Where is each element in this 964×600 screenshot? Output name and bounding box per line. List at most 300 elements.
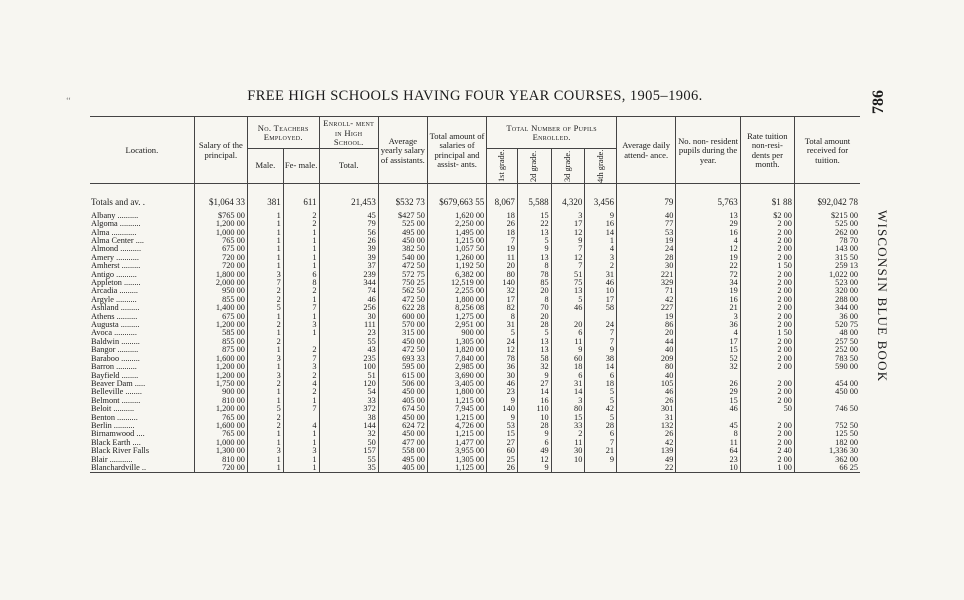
value-cell: 6 xyxy=(551,329,585,337)
location-cell: Appleton ........ xyxy=(91,279,141,288)
value-cell: 1 xyxy=(247,254,283,262)
value-cell: 2 xyxy=(283,212,319,220)
location-cell: Black Earth .... xyxy=(91,438,141,447)
value-cell: $765 00 xyxy=(194,212,247,220)
value-cell: 16 xyxy=(676,229,740,237)
table-row xyxy=(90,355,860,363)
value-cell: 3,405 00 xyxy=(427,380,486,388)
value-cell: 15 xyxy=(551,414,585,422)
value-cell: 252 00 xyxy=(794,346,860,354)
header-nonresident-text: No. non- resident pupils during the year. xyxy=(678,135,738,165)
value-cell: 3 xyxy=(283,447,319,455)
location-cell: Alma Center .... xyxy=(91,237,144,245)
value-cell: 5 xyxy=(517,329,551,337)
value-cell: 4,726 00 xyxy=(427,422,486,430)
value-cell: 11 xyxy=(551,439,585,447)
value-cell: 15 xyxy=(517,212,551,220)
value-cell: 11 xyxy=(487,254,518,262)
value-cell: 611 xyxy=(283,197,319,207)
value-cell: 12 xyxy=(517,456,551,464)
value-cell: 693 33 xyxy=(378,355,427,363)
value-cell: 12 xyxy=(676,245,740,253)
value-cell: 30 xyxy=(487,372,518,380)
value-cell: 2,250 00 xyxy=(427,220,486,228)
location-cell: Almond .......... xyxy=(91,245,142,254)
value-cell: 30 xyxy=(617,262,676,270)
value-cell: 51 xyxy=(319,372,378,380)
location-cell: Belleville ........ xyxy=(91,388,142,397)
value-cell: 900 00 xyxy=(427,329,486,337)
value-cell: 2 xyxy=(247,422,283,430)
table-row xyxy=(90,245,860,253)
value-cell: 12 xyxy=(551,229,585,237)
value-cell: 30 xyxy=(319,313,378,321)
value-cell: 55 xyxy=(319,338,378,346)
value-cell: 58 xyxy=(585,304,617,312)
page-number: 786 xyxy=(870,90,887,114)
value-cell: 5 xyxy=(247,304,283,312)
value-cell: 10 xyxy=(585,287,617,295)
value-cell: 2,985 00 xyxy=(427,363,486,371)
value-cell: 405 00 xyxy=(378,397,427,405)
value-cell: 8 xyxy=(676,430,740,438)
table-row xyxy=(90,405,860,413)
header-avg-daily-text: Average daily attend- ance. xyxy=(622,140,671,160)
value-cell: 2 xyxy=(247,296,283,304)
value-cell: 221 xyxy=(617,271,676,279)
table-row xyxy=(90,388,860,396)
value-cell: 36 xyxy=(676,321,740,329)
value-cell: 450 00 xyxy=(378,388,427,396)
value-cell: 595 00 xyxy=(378,363,427,371)
value-cell: 157 xyxy=(319,447,378,455)
location-cell: Barron .......... xyxy=(91,363,137,372)
value-cell: 259 13 xyxy=(794,262,860,270)
value-cell: 8 xyxy=(517,296,551,304)
value-cell: 71 xyxy=(617,287,676,295)
table-row xyxy=(90,220,860,228)
table-row xyxy=(90,237,860,245)
value-cell: 1,125 00 xyxy=(427,464,486,473)
value-cell: 50 xyxy=(319,439,378,447)
value-cell: 8,067 xyxy=(487,197,518,207)
page-title: FREE HIGH SCHOOLS HAVING FOUR YEAR COURSES, 1905–1906. xyxy=(247,88,703,104)
value-cell: 31 xyxy=(617,414,676,422)
value-cell: 17 xyxy=(487,296,518,304)
location-cell: Alma ............ xyxy=(91,228,137,237)
value-cell: 7 xyxy=(551,262,585,270)
value-cell: 1,336 30 xyxy=(794,447,860,455)
table-row xyxy=(90,329,860,337)
value-cell: 523 00 xyxy=(794,279,860,287)
value-cell: 20 xyxy=(517,287,551,295)
table-row xyxy=(90,271,860,279)
value-cell: 31 xyxy=(585,271,617,279)
value-cell: 2 00 xyxy=(740,237,794,245)
value-cell: 329 xyxy=(617,279,676,287)
value-cell: 1 xyxy=(283,296,319,304)
location-cell: Ashland ......... xyxy=(91,304,140,313)
table-row xyxy=(90,397,860,405)
value-cell: 20 xyxy=(487,262,518,270)
value-cell: 405 00 xyxy=(378,464,427,473)
value-cell: 33 xyxy=(551,422,585,430)
value-cell: 26 xyxy=(487,220,518,228)
value-cell: 51 xyxy=(551,271,585,279)
value-cell: 720 00 xyxy=(194,464,247,473)
header-rate xyxy=(740,117,794,184)
value-cell: 9 xyxy=(585,456,617,464)
value-cell: 3 xyxy=(247,372,283,380)
value-cell: 472 50 xyxy=(378,346,427,354)
value-cell: 26 xyxy=(676,380,740,388)
value-cell: 15 xyxy=(676,397,740,405)
location-cell: Bayfield ........ xyxy=(91,371,139,380)
value-cell: 1 xyxy=(247,245,283,253)
header-salary-text: Salary of the principal. xyxy=(198,140,243,160)
value-cell: 10 xyxy=(551,456,585,464)
value-cell: 1,057 50 xyxy=(427,245,486,253)
value-cell: 44 xyxy=(617,338,676,346)
value-cell: 450 00 xyxy=(378,414,427,422)
value-cell: 26 xyxy=(617,430,676,438)
value-cell: 590 00 xyxy=(794,363,860,371)
value-cell: 454 00 xyxy=(794,380,860,388)
value-cell: 288 00 xyxy=(794,296,860,304)
value-cell: 783 50 xyxy=(794,355,860,363)
value-cell: 675 00 xyxy=(194,245,247,253)
location-cell: Arcadia ......... xyxy=(91,287,138,296)
value-cell: 27 xyxy=(487,439,518,447)
value-cell: 120 xyxy=(319,380,378,388)
value-cell: 2,951 00 xyxy=(427,321,486,329)
value-cell: 1,275 00 xyxy=(427,313,486,321)
value-cell: 46 xyxy=(676,405,740,413)
value-cell: 2,255 00 xyxy=(427,287,486,295)
value-cell: 39 xyxy=(319,254,378,262)
value-cell: 75 xyxy=(551,279,585,287)
value-cell: 46 xyxy=(319,296,378,304)
value-cell: 49 xyxy=(517,447,551,455)
value-cell: 1 xyxy=(247,346,283,354)
value-cell: 1,620 00 xyxy=(427,212,486,220)
value-cell: 2 00 xyxy=(740,380,794,388)
value-cell: 132 xyxy=(617,422,676,430)
value-cell: 27 xyxy=(517,380,551,388)
value-cell: 31 xyxy=(487,321,518,329)
value-cell: 2 00 xyxy=(740,304,794,312)
value-cell: 5 xyxy=(247,405,283,413)
value-cell: 495 00 xyxy=(378,456,427,464)
value-cell: 1 xyxy=(247,430,283,438)
value-cell: 46 xyxy=(551,304,585,312)
value-cell: 46 xyxy=(585,279,617,287)
value-cell: 900 00 xyxy=(194,388,247,396)
table-row xyxy=(90,304,860,312)
value-cell: 79 xyxy=(319,220,378,228)
value-cell: 19 xyxy=(676,287,740,295)
value-cell: 12,519 00 xyxy=(427,279,486,287)
value-cell: 20 xyxy=(551,321,585,329)
value-cell: 23 xyxy=(676,456,740,464)
value-cell: 315 00 xyxy=(378,329,427,337)
value-cell: 40 xyxy=(617,346,676,354)
value-cell: 3 xyxy=(551,397,585,405)
value-cell: 42 xyxy=(585,405,617,413)
header-total-tuition-text: Total amount received for tuition. xyxy=(804,135,851,165)
value-cell: 1 xyxy=(247,456,283,464)
value-cell: 2 xyxy=(247,338,283,346)
value-cell xyxy=(585,464,617,473)
value-cell: 2 xyxy=(247,321,283,329)
value-cell: 36 xyxy=(487,363,518,371)
table-row xyxy=(90,279,860,287)
value-cell: 1,800 00 xyxy=(427,296,486,304)
location-cell: Belmont ......... xyxy=(91,396,141,405)
value-cell: 37 xyxy=(319,262,378,270)
value-cell: 3 xyxy=(283,321,319,329)
value-cell: 2 xyxy=(283,287,319,295)
value-cell: 11 xyxy=(551,338,585,346)
table-row xyxy=(90,414,860,422)
value-cell: 2 00 xyxy=(740,254,794,262)
value-cell: 344 xyxy=(319,279,378,287)
value-cell xyxy=(794,372,860,380)
location-cell: Berlin .......... xyxy=(91,421,135,430)
value-cell: 6 xyxy=(283,271,319,279)
value-cell: 110 xyxy=(517,405,551,413)
value-cell: 32 xyxy=(676,363,740,371)
table-row xyxy=(90,254,860,262)
location-cell: Antigo .......... xyxy=(91,270,137,279)
value-cell: 2,000 00 xyxy=(194,279,247,287)
value-cell: 810 00 xyxy=(194,456,247,464)
value-cell: 4,320 xyxy=(551,197,585,207)
table-row xyxy=(90,338,860,346)
value-cell: 450 00 xyxy=(378,237,427,245)
value-cell xyxy=(676,414,740,422)
value-cell: 21,453 xyxy=(319,197,378,207)
value-cell: 1,200 00 xyxy=(194,372,247,380)
value-cell: 48 00 xyxy=(794,329,860,337)
value-cell: 32 xyxy=(517,363,551,371)
value-cell: 4 xyxy=(283,380,319,388)
value-cell: 8 xyxy=(517,262,551,270)
value-cell: 18 xyxy=(487,229,518,237)
value-cell: 182 00 xyxy=(794,439,860,447)
value-cell: 5,588 xyxy=(517,197,551,207)
value-cell: 14 xyxy=(585,363,617,371)
table-row xyxy=(90,321,860,329)
value-cell: 1 xyxy=(247,229,283,237)
margin-tick-mark: ‘‘ xyxy=(66,96,71,105)
value-cell: 1,200 00 xyxy=(194,220,247,228)
value-cell: 1 xyxy=(247,262,283,270)
value-cell: 262 00 xyxy=(794,229,860,237)
value-cell: 31 xyxy=(551,380,585,388)
value-cell: 1 xyxy=(247,313,283,321)
value-cell: 54 xyxy=(319,388,378,396)
value-cell: 82 xyxy=(487,304,518,312)
header-grade-2-text: 2d grade. xyxy=(529,150,539,182)
value-cell: 2 xyxy=(247,380,283,388)
value-cell: 5 xyxy=(585,397,617,405)
value-cell: 7 xyxy=(247,279,283,287)
value-cell: 45 xyxy=(319,212,378,220)
value-cell: 372 xyxy=(319,405,378,413)
value-cell: 752 50 xyxy=(794,422,860,430)
value-cell: $2 00 xyxy=(740,212,794,220)
value-cell: 472 50 xyxy=(378,296,427,304)
value-cell: 600 00 xyxy=(378,313,427,321)
table-row xyxy=(90,380,860,388)
value-cell: 21 xyxy=(585,447,617,455)
location-cell: Algoma .......... xyxy=(91,220,141,229)
value-cell: 720 00 xyxy=(194,254,247,262)
value-cell: 19 xyxy=(676,254,740,262)
value-cell xyxy=(551,313,585,321)
value-cell: 1,200 00 xyxy=(194,405,247,413)
value-cell xyxy=(283,414,319,422)
value-cell: 23 xyxy=(319,329,378,337)
value-cell: 1,022 00 xyxy=(794,271,860,279)
value-cell: 24 xyxy=(487,338,518,346)
value-cell: 30 xyxy=(551,447,585,455)
header-total-salaries xyxy=(427,117,486,184)
value-cell: 1,820 00 xyxy=(427,346,486,354)
value-cell: 58 xyxy=(517,355,551,363)
value-cell: 8,256 08 xyxy=(427,304,486,312)
value-cell: 18 xyxy=(585,380,617,388)
value-cell: 28 xyxy=(517,321,551,329)
value-cell xyxy=(676,372,740,380)
value-cell: 2 xyxy=(283,372,319,380)
value-cell xyxy=(740,372,794,380)
value-cell: 3,456 xyxy=(585,197,617,207)
value-cell: 77 xyxy=(617,220,676,228)
value-cell: $532 73 xyxy=(378,197,427,207)
value-cell xyxy=(551,464,585,473)
value-cell: 22 xyxy=(617,464,676,473)
header-pupils-enrolled-text: Total Number of Pupils Enrolled. xyxy=(506,122,597,143)
value-cell: 140 xyxy=(487,405,518,413)
value-cell: 675 00 xyxy=(194,313,247,321)
location-cell: Avoca ........... xyxy=(91,329,137,338)
value-cell: 495 00 xyxy=(378,229,427,237)
value-cell: 11 xyxy=(676,439,740,447)
value-cell: 9 xyxy=(517,464,551,473)
value-cell: 2 xyxy=(283,220,319,228)
value-cell: 125 50 xyxy=(794,430,860,438)
value-cell: 810 00 xyxy=(194,397,247,405)
value-cell: 6 xyxy=(585,430,617,438)
value-cell: 1 xyxy=(247,397,283,405)
value-cell: 2 00 xyxy=(740,296,794,304)
value-cell: 720 00 xyxy=(194,262,247,270)
value-cell: 2 00 xyxy=(740,397,794,405)
value-cell: 56 xyxy=(319,229,378,237)
value-cell: 5,763 xyxy=(676,197,740,207)
value-cell: 5 xyxy=(517,237,551,245)
header-grade-1 xyxy=(487,148,518,183)
table-row xyxy=(90,229,860,237)
value-cell: 32 xyxy=(319,430,378,438)
value-cell: 1,215 00 xyxy=(427,397,486,405)
value-cell: 78 xyxy=(487,355,518,363)
value-cell: 2 00 xyxy=(740,321,794,329)
value-cell: 9 xyxy=(517,430,551,438)
value-cell: $1,064 33 xyxy=(194,197,247,207)
value-cell: 80 xyxy=(551,405,585,413)
value-cell: 53 xyxy=(617,229,676,237)
running-side-title: WISCONSIN BLUE BOOK xyxy=(875,210,890,383)
value-cell: 2 00 xyxy=(740,220,794,228)
value-cell: 2 00 xyxy=(740,279,794,287)
value-cell: 2 xyxy=(551,430,585,438)
value-cell: 53 xyxy=(487,422,518,430)
value-cell: 1,215 00 xyxy=(427,430,486,438)
value-cell: 235 xyxy=(319,355,378,363)
value-cell: 472 50 xyxy=(378,262,427,270)
value-cell: 2 00 xyxy=(740,313,794,321)
value-cell: 26 xyxy=(487,464,518,473)
value-cell: 144 xyxy=(319,422,378,430)
value-cell: 13 xyxy=(517,229,551,237)
value-cell: 23 xyxy=(487,388,518,396)
header-male xyxy=(247,148,283,183)
location-cell: Augusta ......... xyxy=(91,321,140,330)
header-teachers-text: No. Teachers Employed. xyxy=(257,122,309,143)
header-grade-3 xyxy=(551,148,585,183)
table-row xyxy=(90,439,860,447)
value-cell: 525 00 xyxy=(794,220,860,228)
value-cell: 33 xyxy=(319,397,378,405)
value-cell: 78 70 xyxy=(794,237,860,245)
table-row xyxy=(90,422,860,430)
location-cell: Birnamwood .... xyxy=(91,430,145,439)
value-cell: 5 xyxy=(585,388,617,396)
header-salary xyxy=(194,117,247,184)
value-cell: 320 00 xyxy=(794,287,860,295)
value-cell xyxy=(740,414,794,422)
value-cell: 7,840 00 xyxy=(427,355,486,363)
value-cell: 12 xyxy=(551,254,585,262)
value-cell: 29 xyxy=(676,220,740,228)
value-cell: 13 xyxy=(517,338,551,346)
value-cell: 7 xyxy=(283,405,319,413)
header-grade-4 xyxy=(585,148,617,183)
value-cell: 26 xyxy=(617,397,676,405)
value-cell: 19 xyxy=(487,245,518,253)
header-enrollment xyxy=(319,117,378,149)
value-cell: 70 xyxy=(517,304,551,312)
value-cell: 1,200 00 xyxy=(194,363,247,371)
value-cell: 875 00 xyxy=(194,346,247,354)
value-cell: 1,477 00 xyxy=(427,439,486,447)
value-cell: 1 xyxy=(247,439,283,447)
value-cell: 7 xyxy=(585,338,617,346)
value-cell: 674 50 xyxy=(378,405,427,413)
table-row xyxy=(90,456,860,464)
header-male-text: Male. xyxy=(255,159,276,170)
value-cell xyxy=(794,414,860,422)
value-cell: 2 00 xyxy=(740,422,794,430)
value-cell: 950 00 xyxy=(194,287,247,295)
location-cell: Beloit .......... xyxy=(91,405,135,414)
value-cell: 9 xyxy=(517,372,551,380)
value-cell: 1,495 00 xyxy=(427,229,486,237)
value-cell: 1,600 00 xyxy=(194,355,247,363)
